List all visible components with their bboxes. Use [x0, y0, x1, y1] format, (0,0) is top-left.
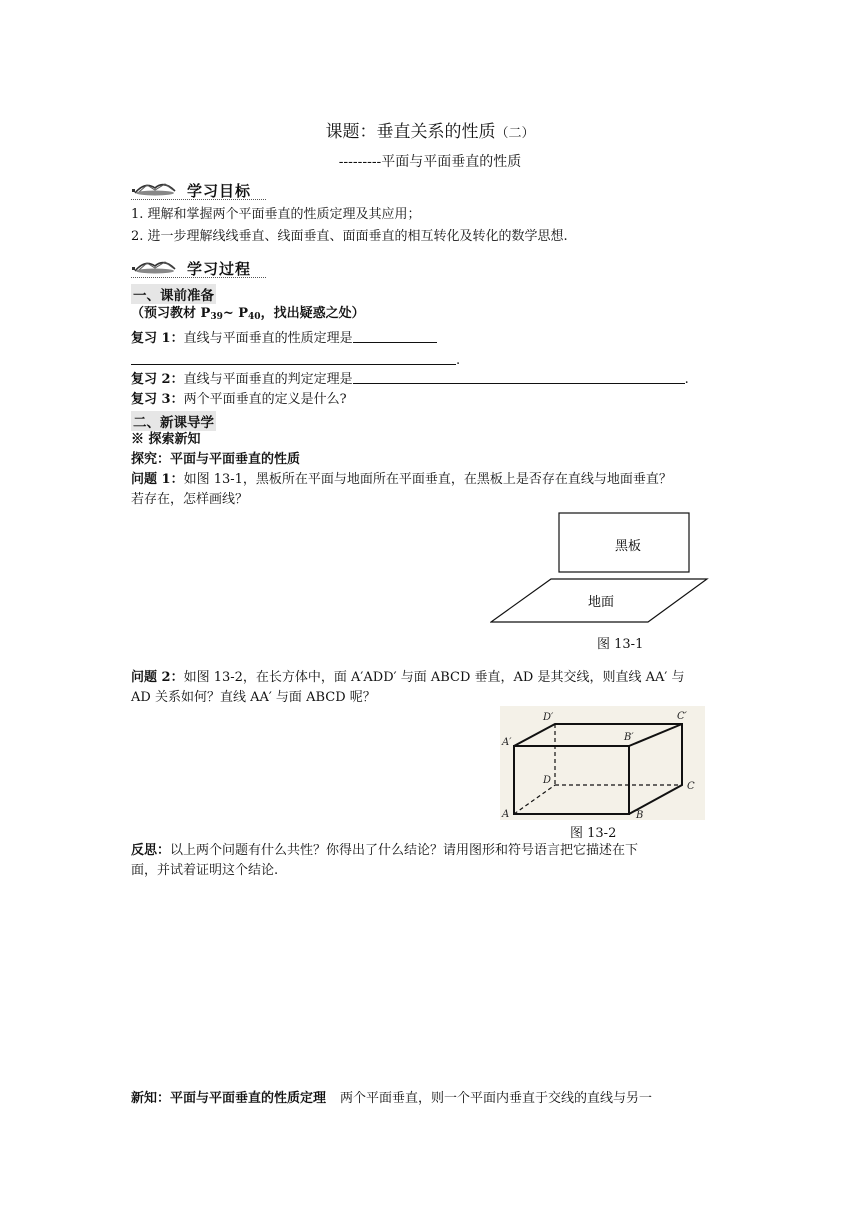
review-2: 复习 2：直线与平面垂直的判定定理是 . [131, 372, 689, 387]
figure-cuboid [500, 706, 705, 820]
explore-heading: ※ 探索新知 [131, 432, 201, 447]
new-knowledge-line: 新知：平面与平面垂直的性质定理 两个平面垂直，则一个平面内垂直于交线的直线与另一 [131, 1091, 653, 1106]
vertex-label: C′ [677, 711, 687, 722]
vertex-label: D [543, 775, 552, 786]
reflection-line-2: 面，并试着证明这个结论. [131, 863, 279, 878]
book-icon [131, 254, 177, 274]
part2-heading: 二、新课导学 [131, 411, 216, 431]
answer-blank[interactable] [353, 371, 685, 384]
answer-blank[interactable] [353, 330, 437, 343]
part1-heading: 一、课前准备 [131, 284, 216, 304]
vertex-label: C [687, 781, 695, 792]
vertex-label: B [636, 810, 644, 820]
inquiry-line: 探究：平面与平面垂直的性质 [131, 452, 301, 467]
blackboard-label: 黑板 [614, 539, 642, 554]
section-heading-process: 学习过程 [187, 260, 252, 278]
reflection-line-1: 反思：以上两个问题有什么共性？你得出了什么结论？请用图形和符号语言把它描述在下 [131, 843, 639, 858]
question-1-line-2: 若存在，怎样画线？ [131, 492, 249, 507]
figure-2-caption: 图 13-2 [570, 826, 617, 841]
question-2-line-1: 问题 2：如图 13-2，在长方体中，面 A′ADD′ 与面 ABCD 垂直，AD 是其交线，则直线 AA′ 与 [131, 670, 685, 685]
book-icon [131, 176, 177, 196]
section-underline [131, 199, 266, 200]
answer-blank[interactable] [131, 352, 456, 365]
review-1-cont: . [131, 352, 460, 369]
page-subtitle: ---------平面与平面垂直的性质 [338, 154, 522, 170]
vertex-label: A [502, 809, 510, 820]
question-1-line-1: 问题 1：如图 13-1，黑板所在平面与地面所在平面垂直，在黑板上是否存在直线与地面垂直？ [131, 472, 672, 487]
page-title: 课题：垂直关系的性质（二） [325, 122, 535, 142]
vertex-label: B′ [624, 732, 634, 743]
question-2-line-2: AD 关系如何？直线 AA′ 与面 ABCD 呢？ [131, 690, 376, 705]
goal-item-2: 2. 进一步理解线线垂直、线面垂直、面面垂直的相互转化及转化的数学思想. [131, 229, 568, 244]
figure-1-caption: 图 13-1 [597, 637, 644, 652]
section-heading-goals: 学习目标 [187, 182, 252, 200]
vertex-label: A′ [502, 737, 512, 748]
vertex-label: D′ [543, 712, 554, 723]
figure-blackboard-ground [490, 512, 712, 624]
review-3: 复习 3：两个平面垂直的定义是什么? [131, 392, 347, 407]
preview-note: （预习教材 $P_{39}\sim$ $P_{40}$，找出疑惑之处） [131, 306, 365, 322]
goal-item-1: 1. 理解和掌握两个平面垂直的性质定理及其应用； [131, 207, 421, 222]
ground-label: 地面 [587, 595, 615, 610]
section-underline [131, 277, 266, 278]
review-1: 复习 1：直线与平面垂直的性质定理是 [131, 330, 437, 347]
